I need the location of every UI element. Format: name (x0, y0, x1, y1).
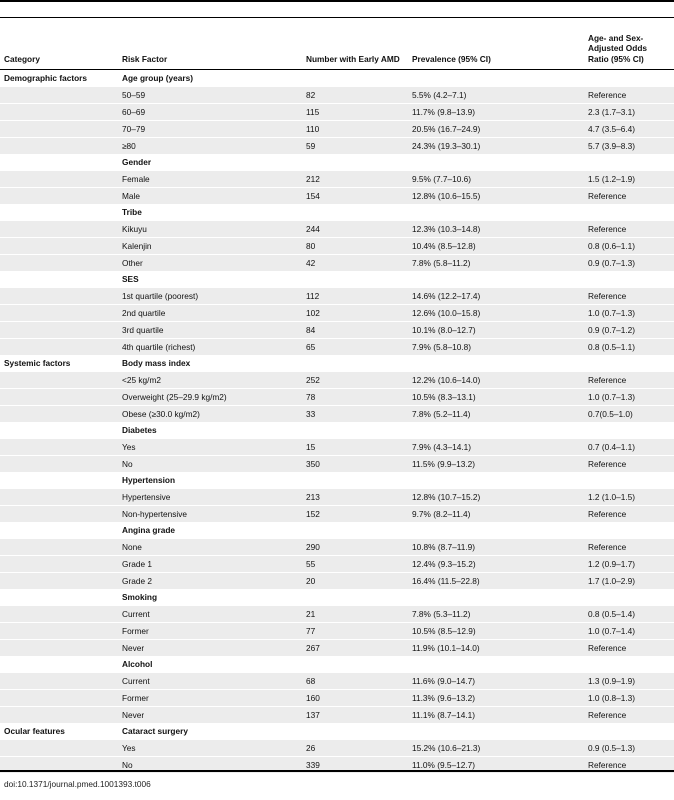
empty-cell (408, 723, 584, 740)
category-cell (0, 339, 118, 356)
prevalence-cell: 10.5% (8.5–12.9) (408, 623, 584, 640)
prevalence-cell: 11.7% (9.8–13.9) (408, 104, 584, 121)
risk-factor-level-cell: 2nd quartile (118, 305, 302, 322)
risk-factor-level-cell: Grade 2 (118, 573, 302, 590)
risk-factor-level-cell: No (118, 456, 302, 473)
doi-caption: doi:10.1371/journal.pmed.1001393.t006 (4, 779, 151, 789)
risk-factor-group-cell: Gender (118, 154, 302, 171)
risk-factor-table (0, 18, 674, 773)
odds-ratio-cell: 1.2 (0.9–1.7) (584, 556, 674, 573)
prevalence-cell: 7.8% (5.8–11.2) (408, 255, 584, 272)
empty-cell (408, 472, 584, 489)
category-cell (0, 606, 118, 623)
category-cell (0, 673, 118, 690)
prevalence-cell: 12.8% (10.7–15.2) (408, 489, 584, 506)
table-row (0, 339, 674, 356)
table-top-rule (0, 0, 674, 2)
risk-factor-level-cell: Current (118, 606, 302, 623)
category-cell (0, 472, 118, 489)
risk-factor-group-cell: Hypertension (118, 472, 302, 489)
risk-factor-group-cell: Cataract surgery (118, 723, 302, 740)
header-category: Category (0, 18, 118, 70)
number-cell: 102 (302, 305, 408, 322)
odds-ratio-cell: 2.3 (1.7–3.1) (584, 104, 674, 121)
odds-ratio-cell: 0.9 (0.7–1.2) (584, 322, 674, 339)
empty-cell (408, 154, 584, 171)
category-cell (0, 456, 118, 473)
odds-ratio-cell: 0.7 (0.4–1.1) (584, 439, 674, 456)
number-cell: 80 (302, 238, 408, 255)
table-group-row (0, 154, 674, 171)
odds-ratio-cell: 0.8 (0.5–1.4) (584, 606, 674, 623)
table-row (0, 506, 674, 523)
category-cell (0, 188, 118, 205)
category-cell (0, 121, 118, 138)
prevalence-cell: 9.5% (7.7–10.6) (408, 171, 584, 188)
odds-ratio-cell: Reference (584, 372, 674, 389)
category-cell (0, 255, 118, 272)
risk-factor-level-cell: 50–59 (118, 87, 302, 104)
odds-ratio-cell: 4.7 (3.5–6.4) (584, 121, 674, 138)
odds-ratio-cell: 0.8 (0.6–1.1) (584, 238, 674, 255)
odds-ratio-cell: 5.7 (3.9–8.3) (584, 138, 674, 155)
category-cell (0, 489, 118, 506)
category-cell (0, 221, 118, 238)
empty-cell (584, 472, 674, 489)
number-cell: 20 (302, 573, 408, 590)
odds-ratio-cell: 1.0 (0.7–1.4) (584, 623, 674, 640)
prevalence-cell: 11.5% (9.9–13.2) (408, 456, 584, 473)
table-header-row (0, 18, 674, 70)
table-row (0, 539, 674, 556)
category-cell (0, 623, 118, 640)
category-cell (0, 573, 118, 590)
empty-cell (408, 355, 584, 372)
prevalence-cell: 10.5% (8.3–13.1) (408, 389, 584, 406)
risk-factor-level-cell: Current (118, 673, 302, 690)
number-cell: 77 (302, 623, 408, 640)
risk-factor-level-cell: Never (118, 707, 302, 724)
odds-ratio-cell: 1.2 (1.0–1.5) (584, 489, 674, 506)
table-group-row (0, 204, 674, 221)
number-cell: 115 (302, 104, 408, 121)
odds-ratio-cell: Reference (584, 539, 674, 556)
category-cell (0, 204, 118, 221)
risk-factor-group-cell: Diabetes (118, 422, 302, 439)
category-cell (0, 154, 118, 171)
table-row (0, 389, 674, 406)
number-cell: 160 (302, 690, 408, 707)
category-cell (0, 422, 118, 439)
empty-cell (584, 70, 674, 87)
table-bottom-rule (0, 770, 674, 772)
empty-cell (302, 70, 408, 87)
table-row (0, 255, 674, 272)
category-cell (0, 372, 118, 389)
risk-factor-group-cell: Angina grade (118, 522, 302, 539)
prevalence-cell: 5.5% (4.2–7.1) (408, 87, 584, 104)
category-cell (0, 138, 118, 155)
number-cell: 137 (302, 707, 408, 724)
header-number: Number with Early AMD (302, 18, 408, 70)
table-group-row (0, 422, 674, 439)
odds-ratio-cell: 1.0 (0.7–1.3) (584, 389, 674, 406)
table-row (0, 87, 674, 104)
odds-ratio-cell: 1.5 (1.2–1.9) (584, 171, 674, 188)
category-cell (0, 271, 118, 288)
table-row (0, 138, 674, 155)
prevalence-cell: 12.4% (9.3–15.2) (408, 556, 584, 573)
risk-factor-level-cell: Other (118, 255, 302, 272)
table-row (0, 238, 674, 255)
empty-cell (584, 154, 674, 171)
number-cell: 110 (302, 121, 408, 138)
table-row (0, 573, 674, 590)
number-cell: 112 (302, 288, 408, 305)
risk-factor-level-cell: Former (118, 690, 302, 707)
table-row (0, 740, 674, 757)
category-cell (0, 539, 118, 556)
table-row (0, 104, 674, 121)
table-row (0, 171, 674, 188)
odds-ratio-cell: 0.7(0.5–1.0) (584, 406, 674, 423)
number-cell: 84 (302, 322, 408, 339)
odds-ratio-cell: 1.3 (0.9–1.9) (584, 673, 674, 690)
table-row (0, 489, 674, 506)
category-cell (0, 406, 118, 423)
risk-factor-level-cell: Hypertensive (118, 489, 302, 506)
category-cell (0, 707, 118, 724)
risk-factor-level-cell: Kalenjin (118, 238, 302, 255)
category-cell (0, 389, 118, 406)
empty-cell (408, 422, 584, 439)
header-risk-factor: Risk Factor (118, 18, 302, 70)
category-cell (0, 104, 118, 121)
empty-cell (584, 271, 674, 288)
number-cell: 152 (302, 506, 408, 523)
category-cell (0, 288, 118, 305)
prevalence-cell: 11.9% (10.1–14.0) (408, 640, 584, 657)
risk-factor-level-cell: 60–69 (118, 104, 302, 121)
empty-cell (302, 522, 408, 539)
category-cell (0, 556, 118, 573)
table-group-row (0, 656, 674, 673)
prevalence-cell: 10.1% (8.0–12.7) (408, 322, 584, 339)
empty-cell (302, 656, 408, 673)
category-cell (0, 740, 118, 757)
table-group-row (0, 355, 674, 372)
number-cell: 42 (302, 255, 408, 272)
prevalence-cell: 10.8% (8.7–11.9) (408, 539, 584, 556)
odds-ratio-cell: 1.7 (1.0–2.9) (584, 573, 674, 590)
risk-factor-level-cell: Overweight (25–29.9 kg/m2) (118, 389, 302, 406)
prevalence-cell: 14.6% (12.2–17.4) (408, 288, 584, 305)
number-cell: 78 (302, 389, 408, 406)
number-cell: 59 (302, 138, 408, 155)
prevalence-cell: 7.8% (5.3–11.2) (408, 606, 584, 623)
prevalence-cell: 20.5% (16.7–24.9) (408, 121, 584, 138)
odds-ratio-cell: 0.9 (0.7–1.3) (584, 255, 674, 272)
prevalence-cell: 11.0% (9.5–12.7) (408, 757, 584, 774)
prevalence-cell: 10.4% (8.5–12.8) (408, 238, 584, 255)
table-row (0, 707, 674, 724)
odds-ratio-cell: Reference (584, 506, 674, 523)
number-cell: 68 (302, 673, 408, 690)
prevalence-cell: 12.2% (10.6–14.0) (408, 372, 584, 389)
number-cell: 290 (302, 539, 408, 556)
prevalence-cell: 9.7% (8.2–11.4) (408, 506, 584, 523)
risk-factor-level-cell: Never (118, 640, 302, 657)
number-cell: 82 (302, 87, 408, 104)
prevalence-cell: 7.9% (5.8–10.8) (408, 339, 584, 356)
number-cell: 21 (302, 606, 408, 623)
prevalence-cell: 15.2% (10.6–21.3) (408, 740, 584, 757)
number-cell: 55 (302, 556, 408, 573)
empty-cell (408, 522, 584, 539)
risk-factor-group-cell: Alcohol (118, 656, 302, 673)
risk-factor-level-cell: <25 kg/m2 (118, 372, 302, 389)
risk-factor-level-cell: No (118, 757, 302, 774)
risk-factor-group-cell: SES (118, 271, 302, 288)
category-cell (0, 506, 118, 523)
odds-ratio-cell: Reference (584, 288, 674, 305)
empty-cell (584, 723, 674, 740)
table-row (0, 456, 674, 473)
prevalence-cell: 16.4% (11.5–22.8) (408, 573, 584, 590)
number-cell: 339 (302, 757, 408, 774)
prevalence-cell: 7.9% (4.3–14.1) (408, 439, 584, 456)
empty-cell (302, 271, 408, 288)
odds-ratio-cell: Reference (584, 221, 674, 238)
category-cell (0, 640, 118, 657)
risk-factor-level-cell: Former (118, 623, 302, 640)
table-row (0, 673, 674, 690)
number-cell: 15 (302, 439, 408, 456)
empty-cell (584, 656, 674, 673)
category-cell: Demographic factors (0, 70, 118, 87)
category-cell: Systemic factors (0, 355, 118, 372)
category-cell (0, 238, 118, 255)
risk-factor-level-cell: Male (118, 188, 302, 205)
table-row (0, 406, 674, 423)
empty-cell (302, 422, 408, 439)
empty-cell (584, 522, 674, 539)
empty-cell (302, 589, 408, 606)
table-group-row (0, 522, 674, 539)
table-group-row (0, 589, 674, 606)
category-cell (0, 690, 118, 707)
risk-factor-level-cell: Non-hypertensive (118, 506, 302, 523)
empty-cell (408, 271, 584, 288)
table-row (0, 372, 674, 389)
category-cell (0, 322, 118, 339)
empty-cell (584, 589, 674, 606)
table-group-row (0, 70, 674, 87)
number-cell: 350 (302, 456, 408, 473)
prevalence-cell: 24.3% (19.3–30.1) (408, 138, 584, 155)
risk-factor-level-cell: 1st quartile (poorest) (118, 288, 302, 305)
odds-ratio-cell: Reference (584, 188, 674, 205)
table-row (0, 623, 674, 640)
table-body (0, 70, 674, 774)
prevalence-cell: 7.8% (5.2–11.4) (408, 406, 584, 423)
number-cell: 26 (302, 740, 408, 757)
table-row (0, 556, 674, 573)
empty-cell (302, 204, 408, 221)
table-row (0, 288, 674, 305)
empty-cell (302, 355, 408, 372)
odds-ratio-cell: 0.9 (0.5–1.3) (584, 740, 674, 757)
table-group-row (0, 271, 674, 288)
risk-factor-level-cell: Kikuyu (118, 221, 302, 238)
risk-factor-level-cell: 4th quartile (richest) (118, 339, 302, 356)
empty-cell (408, 70, 584, 87)
risk-factor-level-cell: ≥80 (118, 138, 302, 155)
category-cell (0, 87, 118, 104)
risk-factor-level-cell: None (118, 539, 302, 556)
table-row (0, 690, 674, 707)
table-group-row (0, 723, 674, 740)
category-cell (0, 439, 118, 456)
number-cell: 212 (302, 171, 408, 188)
odds-ratio-cell: Reference (584, 640, 674, 657)
table-row (0, 640, 674, 657)
number-cell: 244 (302, 221, 408, 238)
table-row (0, 439, 674, 456)
empty-cell (584, 422, 674, 439)
number-cell: 33 (302, 406, 408, 423)
risk-factor-level-cell: Female (118, 171, 302, 188)
odds-ratio-cell: 1.0 (0.8–1.3) (584, 690, 674, 707)
category-cell: Ocular features (0, 723, 118, 740)
odds-ratio-cell: Reference (584, 707, 674, 724)
risk-factor-level-cell: Obese (≥30.0 kg/m2) (118, 406, 302, 423)
table-group-row (0, 472, 674, 489)
category-cell (0, 522, 118, 539)
table-row (0, 305, 674, 322)
table-row (0, 188, 674, 205)
odds-ratio-cell: Reference (584, 87, 674, 104)
prevalence-cell: 12.3% (10.3–14.8) (408, 221, 584, 238)
number-cell: 65 (302, 339, 408, 356)
prevalence-cell: 12.6% (10.0–15.8) (408, 305, 584, 322)
category-cell (0, 589, 118, 606)
empty-cell (584, 355, 674, 372)
risk-factor-group-cell: Age group (years) (118, 70, 302, 87)
prevalence-cell: 11.1% (8.7–14.1) (408, 707, 584, 724)
number-cell: 267 (302, 640, 408, 657)
empty-cell (408, 204, 584, 221)
category-cell (0, 305, 118, 322)
empty-cell (584, 204, 674, 221)
prevalence-cell: 11.3% (9.6–13.2) (408, 690, 584, 707)
risk-factor-level-cell: Grade 1 (118, 556, 302, 573)
odds-ratio-cell: Reference (584, 456, 674, 473)
table-row (0, 221, 674, 238)
category-cell (0, 171, 118, 188)
category-cell (0, 656, 118, 673)
risk-factor-level-cell: Yes (118, 439, 302, 456)
number-cell: 154 (302, 188, 408, 205)
empty-cell (408, 656, 584, 673)
empty-cell (408, 589, 584, 606)
table-row (0, 322, 674, 339)
risk-factor-level-cell: 3rd quartile (118, 322, 302, 339)
table-row (0, 606, 674, 623)
risk-factor-level-cell: 70–79 (118, 121, 302, 138)
empty-cell (302, 472, 408, 489)
risk-factor-group-cell: Smoking (118, 589, 302, 606)
empty-cell (302, 723, 408, 740)
odds-ratio-cell: Reference (584, 757, 674, 774)
prevalence-cell: 12.8% (10.6–15.5) (408, 188, 584, 205)
risk-factor-group-cell: Tribe (118, 204, 302, 221)
number-cell: 252 (302, 372, 408, 389)
number-cell: 213 (302, 489, 408, 506)
odds-ratio-cell: 0.8 (0.5–1.1) (584, 339, 674, 356)
odds-ratio-cell: 1.0 (0.7–1.3) (584, 305, 674, 322)
header-odds-ratio: Age- and Sex-Adjusted Odds Ratio (95% CI) (584, 18, 674, 70)
prevalence-cell: 11.6% (9.0–14.7) (408, 673, 584, 690)
header-prevalence: Prevalence (95% CI) (408, 18, 584, 70)
empty-cell (302, 154, 408, 171)
risk-factor-level-cell: Yes (118, 740, 302, 757)
risk-factor-group-cell: Body mass index (118, 355, 302, 372)
table-row (0, 121, 674, 138)
